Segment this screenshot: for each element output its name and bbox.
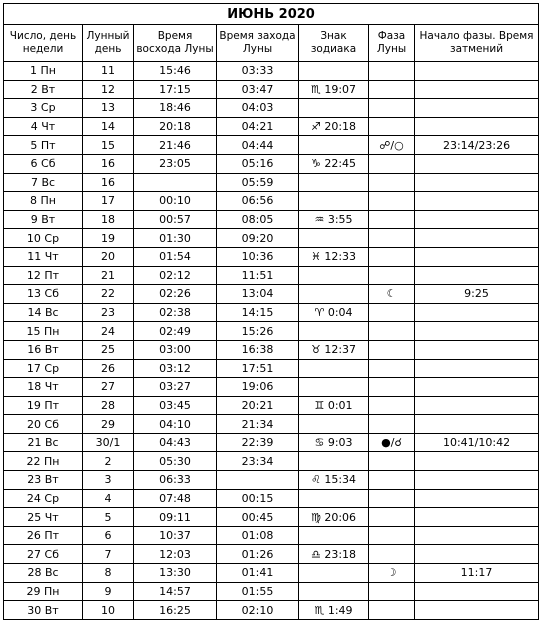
date-cell: 10 Ср (4, 229, 83, 248)
header-date: Число, день недели (4, 25, 83, 62)
phase-time-cell (415, 582, 539, 601)
zodiac-sign-cell: ♎ 23:18 (299, 545, 369, 564)
lunar-day-cell: 30/1 (83, 433, 134, 452)
moonrise-cell: 03:27 (134, 378, 217, 397)
zodiac-sign-cell: ♍ 20:06 (299, 508, 369, 527)
phase-time-cell (415, 452, 539, 471)
date-cell: 17 Ср (4, 359, 83, 378)
zodiac-sign-cell (299, 359, 369, 378)
moon-phase-cell (369, 62, 415, 81)
zodiac-sign-cell: ♑ 22:45 (299, 154, 369, 173)
phase-time-cell (415, 359, 539, 378)
phase-time-cell (415, 266, 539, 285)
lunar-day-cell: 21 (83, 266, 134, 285)
phase-time-cell (415, 322, 539, 341)
table-row (4, 136, 539, 155)
moon-phase-cell: ☍/○ (369, 136, 415, 155)
table-row (4, 210, 539, 229)
moon-calendar-table (3, 3, 539, 620)
moonset-cell: 13:04 (217, 285, 299, 304)
table-row (4, 378, 539, 397)
moonset-cell: 03:33 (217, 62, 299, 81)
lunar-day-cell: 6 (83, 526, 134, 545)
date-cell: 29 Пн (4, 582, 83, 601)
moonset-cell: 20:21 (217, 396, 299, 415)
phase-time-cell: 23:14/23:26 (415, 136, 539, 155)
phase-time-cell (415, 378, 539, 397)
moonrise-cell: 07:48 (134, 489, 217, 508)
phase-time-cell (415, 508, 539, 527)
zodiac-sign-cell: ♈ 0:04 (299, 303, 369, 322)
moon-phase-cell (369, 582, 415, 601)
table-body (4, 62, 539, 620)
moonset-cell: 06:56 (217, 192, 299, 211)
phase-time-cell (415, 117, 539, 136)
lunar-day-cell: 23 (83, 303, 134, 322)
moon-phase-cell (369, 154, 415, 173)
date-cell: 21 Вс (4, 433, 83, 452)
moonrise-cell: 23:05 (134, 154, 217, 173)
zodiac-sign-cell (299, 564, 369, 583)
moonrise-cell: 00:10 (134, 192, 217, 211)
moonrise-cell: 09:11 (134, 508, 217, 527)
moonset-cell: 16:38 (217, 340, 299, 359)
table-row (4, 99, 539, 118)
lunar-day-cell: 19 (83, 229, 134, 248)
moonset-cell: 11:51 (217, 266, 299, 285)
moonset-cell: 02:10 (217, 601, 299, 620)
moonrise-cell: 15:46 (134, 62, 217, 81)
zodiac-sign-cell (299, 322, 369, 341)
lunar-day-cell: 15 (83, 136, 134, 155)
moonrise-cell: 02:12 (134, 266, 217, 285)
moon-phase-cell (369, 210, 415, 229)
moonset-cell: 19:06 (217, 378, 299, 397)
moon-phase-cell (369, 340, 415, 359)
moonset-cell: 04:21 (217, 117, 299, 136)
phase-time-cell (415, 303, 539, 322)
lunar-day-cell: 29 (83, 415, 134, 434)
phase-time-cell (415, 526, 539, 545)
header-moonset: Время захода Луны (217, 25, 299, 62)
moon-phase-cell (369, 601, 415, 620)
moonrise-cell: 13:30 (134, 564, 217, 583)
lunar-day-cell: 27 (83, 378, 134, 397)
table-row (4, 526, 539, 545)
zodiac-sign-cell (299, 415, 369, 434)
moonset-cell: 15:26 (217, 322, 299, 341)
table-row (4, 62, 539, 81)
lunar-day-cell: 14 (83, 117, 134, 136)
lunar-day-cell: 16 (83, 154, 134, 173)
moon-phase-cell (369, 117, 415, 136)
table-row (4, 545, 539, 564)
table-row (4, 340, 539, 359)
phase-time-cell (415, 471, 539, 490)
phase-time-cell (415, 545, 539, 564)
phase-time-cell (415, 192, 539, 211)
zodiac-sign-cell (299, 62, 369, 81)
lunar-day-cell: 16 (83, 173, 134, 192)
table-row (4, 247, 539, 266)
moonset-cell: 01:55 (217, 582, 299, 601)
phase-time-cell (415, 229, 539, 248)
lunar-day-cell: 13 (83, 99, 134, 118)
moonrise-cell: 00:57 (134, 210, 217, 229)
date-cell: 28 Вс (4, 564, 83, 583)
table-row (4, 601, 539, 620)
zodiac-sign-cell: ♒ 3:55 (299, 210, 369, 229)
moonset-cell: 01:08 (217, 526, 299, 545)
phase-time-cell (415, 247, 539, 266)
table-row (4, 322, 539, 341)
moonrise-cell: 18:46 (134, 99, 217, 118)
moon-phase-cell: ☾ (369, 285, 415, 304)
moonrise-cell: 01:30 (134, 229, 217, 248)
table-row (4, 192, 539, 211)
moon-phase-cell (369, 266, 415, 285)
moonset-cell: 05:16 (217, 154, 299, 173)
lunar-day-cell: 5 (83, 508, 134, 527)
phase-time-cell (415, 99, 539, 118)
date-cell: 12 Пт (4, 266, 83, 285)
moonset-cell: 21:34 (217, 415, 299, 434)
moonset-cell: 08:05 (217, 210, 299, 229)
moonrise-cell: 05:30 (134, 452, 217, 471)
header-moon-phase: Фаза Луны (369, 25, 415, 62)
moonrise-cell (134, 173, 217, 192)
header-moonrise: Время восхода Луны (134, 25, 217, 62)
lunar-day-cell: 7 (83, 545, 134, 564)
moonset-cell: 14:15 (217, 303, 299, 322)
date-cell: 26 Пт (4, 526, 83, 545)
date-cell: 2 Вт (4, 80, 83, 99)
lunar-day-cell: 4 (83, 489, 134, 508)
table-row (4, 582, 539, 601)
table-row (4, 266, 539, 285)
zodiac-sign-cell: ♉ 12:37 (299, 340, 369, 359)
table-row (4, 229, 539, 248)
zodiac-sign-cell (299, 526, 369, 545)
phase-time-cell: 11:17 (415, 564, 539, 583)
date-cell: 14 Вс (4, 303, 83, 322)
moon-phase-cell (369, 99, 415, 118)
moonrise-cell: 16:25 (134, 601, 217, 620)
date-cell: 22 Пн (4, 452, 83, 471)
zodiac-sign-cell: ♊ 0:01 (299, 396, 369, 415)
moon-phase-cell: ☽ (369, 564, 415, 583)
phase-time-cell (415, 601, 539, 620)
phase-time-cell (415, 340, 539, 359)
table-row (4, 117, 539, 136)
date-cell: 25 Чт (4, 508, 83, 527)
moon-phase-cell (369, 80, 415, 99)
header-lunar-day: Лунный день (83, 25, 134, 62)
moon-phase-cell (369, 452, 415, 471)
zodiac-sign-cell (299, 192, 369, 211)
moonrise-cell: 04:10 (134, 415, 217, 434)
zodiac-sign-cell (299, 229, 369, 248)
moonset-cell: 00:15 (217, 489, 299, 508)
zodiac-sign-cell (299, 136, 369, 155)
moon-phase-cell (369, 229, 415, 248)
moonrise-cell: 03:45 (134, 396, 217, 415)
date-cell: 3 Ср (4, 99, 83, 118)
table-row (4, 564, 539, 583)
table-row (4, 396, 539, 415)
moonset-cell: 01:41 (217, 564, 299, 583)
date-cell: 24 Ср (4, 489, 83, 508)
moonrise-cell: 14:57 (134, 582, 217, 601)
zodiac-sign-cell (299, 99, 369, 118)
date-cell: 4 Чт (4, 117, 83, 136)
lunar-day-cell: 17 (83, 192, 134, 211)
date-cell: 30 Вт (4, 601, 83, 620)
lunar-day-cell: 2 (83, 452, 134, 471)
moonrise-cell: 10:37 (134, 526, 217, 545)
table-row (4, 303, 539, 322)
zodiac-sign-cell: ♓ 12:33 (299, 247, 369, 266)
table-row (4, 173, 539, 192)
moon-phase-cell (369, 247, 415, 266)
phase-time-cell (415, 210, 539, 229)
moon-phase-cell (369, 489, 415, 508)
phase-time-cell (415, 489, 539, 508)
date-cell: 15 Пн (4, 322, 83, 341)
table-row (4, 285, 539, 304)
header-phase-time: Начало фазы. Время затмений (415, 25, 539, 62)
moonset-cell: 09:20 (217, 229, 299, 248)
table-row (4, 80, 539, 99)
moonrise-cell: 21:46 (134, 136, 217, 155)
table-row (4, 489, 539, 508)
lunar-day-cell: 22 (83, 285, 134, 304)
moon-phase-cell (369, 322, 415, 341)
date-cell: 8 Пн (4, 192, 83, 211)
zodiac-sign-cell (299, 266, 369, 285)
moonrise-cell: 17:15 (134, 80, 217, 99)
lunar-day-cell: 10 (83, 601, 134, 620)
phase-time-cell (415, 80, 539, 99)
table-row (4, 433, 539, 452)
phase-time-cell (415, 173, 539, 192)
moon-phase-cell (369, 545, 415, 564)
lunar-day-cell: 26 (83, 359, 134, 378)
moonset-cell: 04:03 (217, 99, 299, 118)
lunar-day-cell: 25 (83, 340, 134, 359)
moonset-cell: 22:39 (217, 433, 299, 452)
moon-phase-cell: ●/☌ (369, 433, 415, 452)
table-row (4, 471, 539, 490)
moonrise-cell: 03:12 (134, 359, 217, 378)
date-cell: 6 Сб (4, 154, 83, 173)
moonset-cell: 23:34 (217, 452, 299, 471)
date-cell: 7 Вс (4, 173, 83, 192)
lunar-day-cell: 11 (83, 62, 134, 81)
moonset-cell: 17:51 (217, 359, 299, 378)
lunar-day-cell: 24 (83, 322, 134, 341)
phase-time-cell (415, 415, 539, 434)
zodiac-sign-cell (299, 378, 369, 397)
date-cell: 5 Пт (4, 136, 83, 155)
zodiac-sign-cell (299, 173, 369, 192)
zodiac-sign-cell: ♐ 20:18 (299, 117, 369, 136)
moonrise-cell: 06:33 (134, 471, 217, 490)
header-zodiac-sign: Знак зодиака (299, 25, 369, 62)
table-row (4, 415, 539, 434)
date-cell: 20 Сб (4, 415, 83, 434)
phase-time-cell (415, 62, 539, 81)
table-title: ИЮНЬ 2020 (4, 4, 539, 25)
lunar-day-cell: 28 (83, 396, 134, 415)
phase-time-cell: 9:25 (415, 285, 539, 304)
lunar-day-cell: 20 (83, 247, 134, 266)
zodiac-sign-cell (299, 285, 369, 304)
lunar-day-cell: 8 (83, 564, 134, 583)
date-cell: 16 Вт (4, 340, 83, 359)
moonrise-cell: 20:18 (134, 117, 217, 136)
date-cell: 11 Чт (4, 247, 83, 266)
moonset-cell: 03:47 (217, 80, 299, 99)
moon-phase-cell (369, 359, 415, 378)
moonrise-cell: 02:26 (134, 285, 217, 304)
moon-phase-cell (369, 526, 415, 545)
zodiac-sign-cell: ♏ 19:07 (299, 80, 369, 99)
moonset-cell: 04:44 (217, 136, 299, 155)
moonrise-cell: 02:38 (134, 303, 217, 322)
date-cell: 19 Пт (4, 396, 83, 415)
date-cell: 1 Пн (4, 62, 83, 81)
moonrise-cell: 02:49 (134, 322, 217, 341)
zodiac-sign-cell: ♌ 15:34 (299, 471, 369, 490)
lunar-day-cell: 18 (83, 210, 134, 229)
moon-phase-cell (369, 508, 415, 527)
zodiac-sign-cell (299, 452, 369, 471)
lunar-day-cell: 12 (83, 80, 134, 99)
table-row (4, 154, 539, 173)
zodiac-sign-cell (299, 489, 369, 508)
moonset-cell: 00:45 (217, 508, 299, 527)
phase-time-cell: 10:41/10:42 (415, 433, 539, 452)
zodiac-sign-cell: ♋ 9:03 (299, 433, 369, 452)
moonrise-cell: 12:03 (134, 545, 217, 564)
moon-phase-cell (369, 378, 415, 397)
moonset-cell: 05:59 (217, 173, 299, 192)
date-cell: 23 Вт (4, 471, 83, 490)
moonset-cell: 10:36 (217, 247, 299, 266)
date-cell: 27 Сб (4, 545, 83, 564)
moonrise-cell: 04:43 (134, 433, 217, 452)
zodiac-sign-cell: ♏ 1:49 (299, 601, 369, 620)
table-row (4, 359, 539, 378)
lunar-day-cell: 9 (83, 582, 134, 601)
zodiac-sign-cell (299, 582, 369, 601)
date-cell: 13 Сб (4, 285, 83, 304)
moonrise-cell: 03:00 (134, 340, 217, 359)
moonset-cell (217, 471, 299, 490)
moon-phase-cell (369, 173, 415, 192)
phase-time-cell (415, 396, 539, 415)
date-cell: 9 Вт (4, 210, 83, 229)
moonset-cell: 01:26 (217, 545, 299, 564)
date-cell: 18 Чт (4, 378, 83, 397)
moon-phase-cell (369, 192, 415, 211)
table-row (4, 508, 539, 527)
moon-phase-cell (369, 396, 415, 415)
moon-phase-cell (369, 471, 415, 490)
table-row (4, 452, 539, 471)
moon-phase-cell (369, 415, 415, 434)
moon-phase-cell (369, 303, 415, 322)
phase-time-cell (415, 154, 539, 173)
lunar-day-cell: 3 (83, 471, 134, 490)
moonrise-cell: 01:54 (134, 247, 217, 266)
